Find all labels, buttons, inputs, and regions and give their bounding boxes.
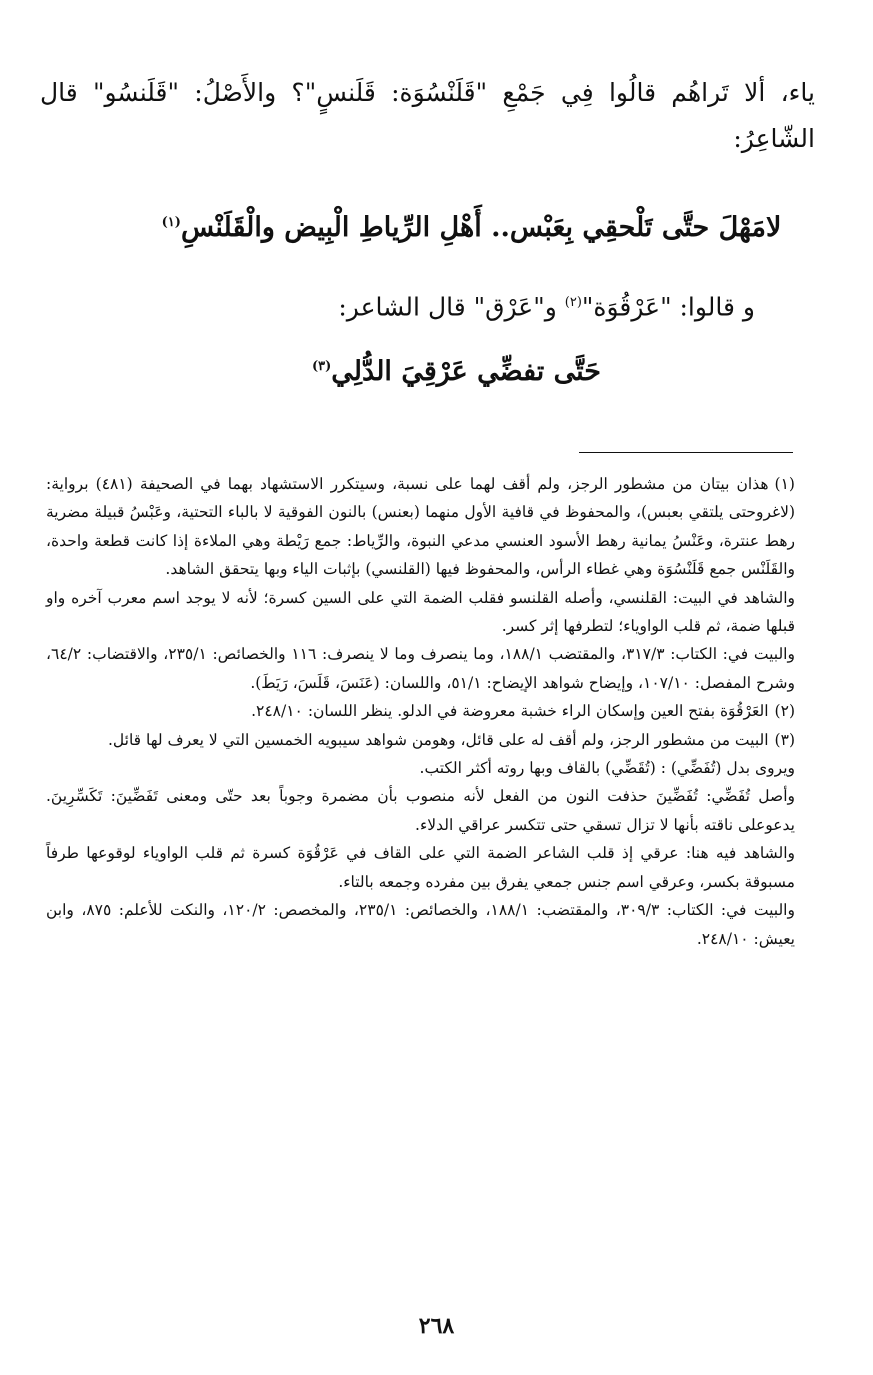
quote-intro-before: و قالوا: "عَرْقُوَة" (581, 292, 755, 322)
footnote (46, 697, 795, 725)
quote-intro-line (338, 280, 755, 330)
footnote-divider (579, 452, 793, 453)
footnote-text: وأصل تُفَضِّي: تُفَضِّينَ حذفت النون من الفعل لأنه منصوب بأن مضمرة وجوباً بعد حتّى ومعنى تَفَضِّينَ: تَكَسِّرِينَ. يدعوعلى ناقته بأنها لا تزال تسقي حتى تتكسر عراقي الدلاء. (46, 787, 795, 834)
footnote-text: ويروى بدل (تُفَضِّي) : (تُقَضِّي) بالقاف وبها روته أكثر الكتب. (419, 759, 795, 778)
footnote (46, 754, 795, 782)
verse-2-footnote-marker: (٣) (312, 359, 332, 374)
footnote-text: البيت من مشطور الرجز، ولم أقف له على قائل، وهومن شواهد سيبويه الخمسين التي لا يعرف لها قائل. (107, 730, 769, 749)
page-number: ٢٦٨ (418, 1313, 455, 1339)
footnote-marker: (١) (774, 475, 795, 493)
footnote-text: هذان بيتان من مشطور الرجز، ولم أقف لهما على نسبة، وسيتكرر الاستشهاد بهما في الصحيفة (٤٨١) برواية: (لاغروحتى يلتقي بعبس)، والمحفوظ في قافية الأول منهما (بعنس) بالنون الفوقية لا بالباء التحتية، وعَبْسُ قبيلة مضرية رهط عنترة، وعَنْسُ يمانية رهط الأسود العنسي مدعي النبوة، والرِّياط: جمع رَيْطة وهي الملاءة إذا كانت قطعة واحدة، والقَلَنْس جمع قَلَنْسُوَة وهي غطاء الرأس، والمحفوظ فيها (القلنسي) بإثبات الياء وبها يتحقق الشاهد. (46, 475, 795, 579)
verse-2-text: حَتَّى تفضِّي عَرْقِيَ الدُّلِي (331, 356, 601, 387)
footnote (46, 896, 795, 953)
footnote-marker: (٣) (774, 730, 795, 749)
footnote (46, 782, 795, 839)
footnote (46, 584, 795, 641)
footnote-text: والبيت في: الكتاب: ٣١٧/٣، والمقتضب ١٨٨/١، وما ينصرف وما لا ينصرف: ١١٦ والخصائص: ٢٣٥/١، والاقتضاب: ٦٤/٢، وشرح المفصل: ١٠٧/١٠، وإيضاح شواهد الإيضاح: ٥١/١، واللسان: (عَنَسَ، قَلَسَ، رَيَطَ). (46, 645, 795, 692)
footnote (46, 839, 795, 896)
footnote-text: والبيت في: الكتاب: ٣٠٩/٣، والمقتضب: ١٨٨/١، والخصائص: ٢٣٥/١، والمخصص: ١٢٠/٢، والنكت للأعلم: ٨٧٥، وابن يعيش: ٢٤٨/١٠. (46, 901, 795, 948)
footnote-marker: (٢) (774, 702, 795, 721)
footnote-text: والشاهد فيه هنا: عرقي إذ قلب الشاعر الضمة التي على القاف في عَرْقُوَة كسرة ثم قلب الواوياء لوقوعها طرفاً مسبوقة بكسر، وعرقي اسم جنس جمعي يفرق بين مفرده وجمعه بالتاء. (46, 844, 795, 891)
verse-1-footnote-marker: (١) (161, 215, 181, 230)
footnote (46, 726, 795, 754)
footnote (46, 640, 795, 697)
footnote-text: العَرْقُوَة بفتح العين وإسكان الراء خشبة معروضة في الدلو. ينظر اللسان: ٢٤٨/١٠. (251, 702, 769, 721)
main-paragraph: ياء، ألا تَراهُم قالُوا فِي جَمْعِ "قَلَنْسُوَة: قَلَنسٍ"؟ والأَصْلُ: "قَلَنسُو" قال الشّاعِرُ: (40, 78, 815, 153)
footnote (46, 470, 795, 584)
footnotes (46, 470, 795, 953)
quote-intro-after: و"عَرْق" قال الشاعر: (338, 292, 565, 322)
verse-2 (0, 342, 873, 397)
verse-1 (0, 198, 873, 253)
footnote-text: والشاهد في البيت: القلنسي، وأصله القلنسو فقلب الضمة التي على السين كسرة؛ لأنه لا يوجد اسم معرب آخره واو قبلها ضمة، ثم قلب الواوياء؛ لتطرفها إثر كسر. (46, 588, 795, 636)
verse-1-text: لامَهْلَ حتَّى تَلْحقِي بِعَبْس.. أَهْلِ الرِّياطِ الْبِيض والْقَلَنْسِ (180, 212, 782, 243)
quote-intro-footnote-marker: (٢) (564, 295, 582, 310)
